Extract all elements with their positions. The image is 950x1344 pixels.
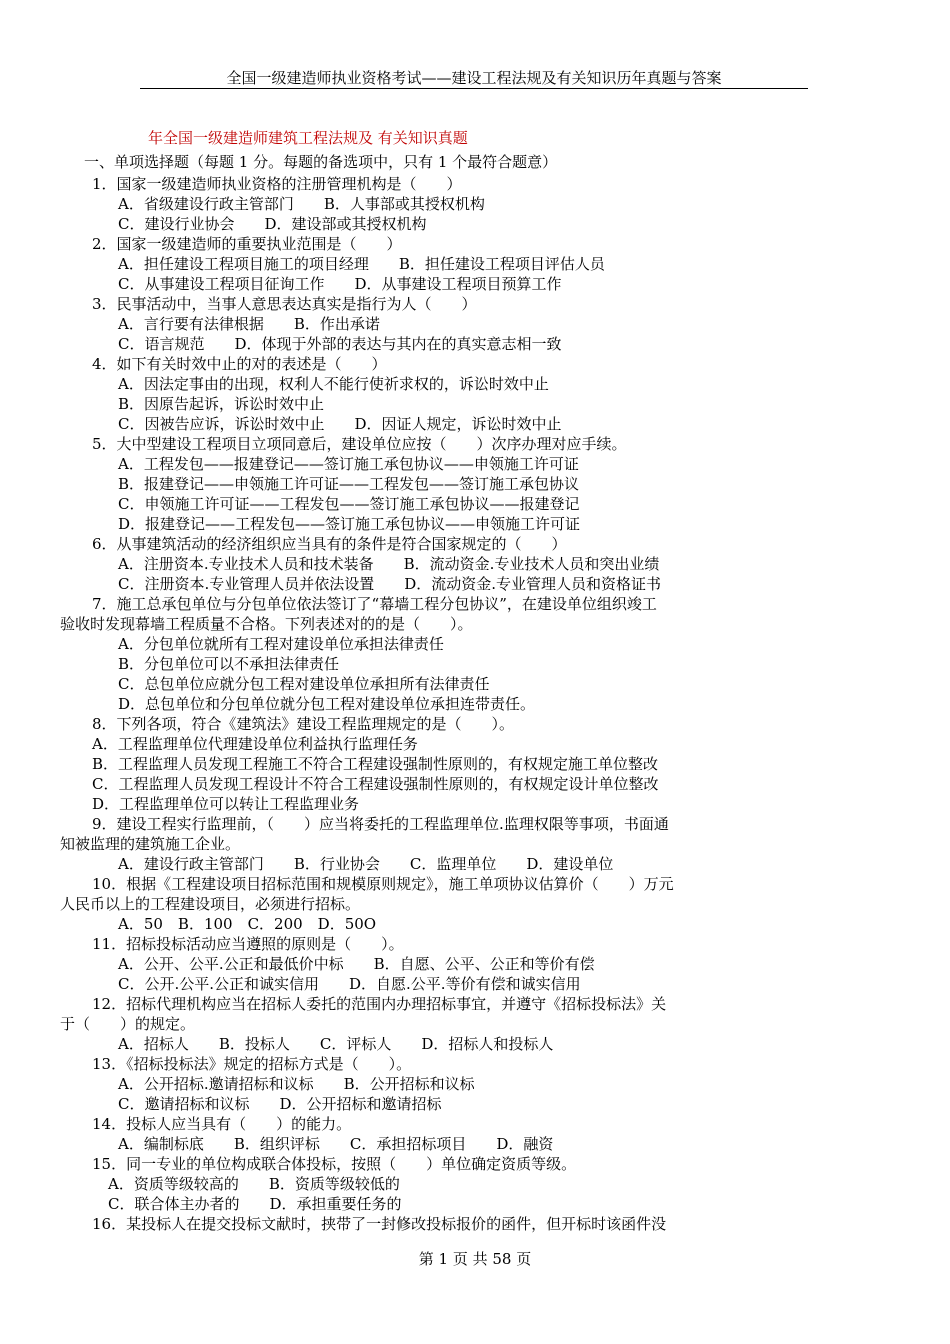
- option-line: A．50 B．100 C．200 D．50O: [118, 915, 377, 933]
- option-line: A．工程发包——报建登记——签订施工承包协议——申领施工许可证: [118, 455, 579, 473]
- option-line: C．联合体主办者的 D．承担重要任务的: [108, 1195, 402, 1213]
- option-line: A．言行要有法律根据 B．作出承诺: [118, 315, 380, 333]
- option-line: A．建设行政主管部门 B．行业协会 C．监理单位 D．建设单位: [118, 855, 614, 873]
- question-line: 5．大中型建设工程项目立项同意后，建设单位应按（ ）次序办理对应手续。: [92, 435, 627, 453]
- option-line: B．报建登记——申领施工许可证——工程发包——签订施工承包协议: [118, 475, 580, 493]
- document-title: 年全国一级建造师建筑工程法规及 有关知识真题: [148, 129, 468, 147]
- page-header: 全国一级建造师执业资格考试——建设工程法规及有关知识历年真题与答案: [226, 69, 722, 87]
- option-line: B．分包单位可以不承担法律责任: [118, 655, 340, 673]
- question-line: 4．如下有关时效中止的对的表述是（ ）: [92, 355, 387, 373]
- option-line: A．公开、公平.公正和最低价中标 B．自愿、公平、公正和等价有偿: [118, 955, 595, 973]
- question-line: 9．建设工程实行监理前，（ ）应当将委托的工程监理单位.监理权限等事项，书面通: [92, 815, 669, 833]
- question-line: 8．下列各项，符合《建筑法》建设工程监理规定的是（ ）。: [92, 715, 515, 733]
- option-line: B．工程监理人员发现工程施工不符合工程建设强制性原则的，有权规定施工单位整改: [92, 755, 659, 773]
- question-line: 验收时发现幕墙工程质量不合格。下列表述对的的是（ ）。: [60, 615, 473, 633]
- option-line: C．因被告应诉，诉讼时效中止 D．因证人规定，诉讼时效中止: [118, 415, 562, 433]
- question-line: 16．某投标人在提交投标文献时，挟带了一封修改投标报价的函件，但开标时该函件没: [92, 1215, 667, 1233]
- page-footer: 第 1 页 共 58 页: [418, 1250, 532, 1268]
- question-line: 2．国家一级建造师的重要执业范围是（ ）: [92, 235, 402, 253]
- question-line: 14．投标人应当具有（ ）的能力。: [92, 1115, 352, 1133]
- option-line: C．从事建设工程项目征询工作 D．从事建设工程项目预算工作: [118, 275, 562, 293]
- option-line: D．工程监理单位可以转让工程监理业务: [92, 795, 360, 813]
- option-line: A．因法定事由的出现，权利人不能行使祈求权的，诉讼时效中止: [118, 375, 549, 393]
- option-line: C．申领施工许可证——工程发包——签订施工承包协议——报建登记: [118, 495, 580, 513]
- question-line: 13．《招标投标法》规定的招标方式是（ ）。: [92, 1055, 412, 1073]
- question-line: 人民币以上的工程建设项目，必须进行招标。: [60, 895, 361, 913]
- question-line: 15．同一专业的单位构成联合体投标，按照（ ）单位确定资质等级。: [92, 1155, 577, 1173]
- option-line: C．邀请招标和议标 D．公开招标和邀请招标: [118, 1095, 442, 1113]
- option-line: B．因原告起诉，诉讼时效中止: [118, 395, 325, 413]
- option-line: C．语言规范 D．体现于外部的表达与其内在的真实意志相一致: [118, 335, 562, 353]
- option-line: A．资质等级较高的 B．资质等级较低的: [108, 1175, 400, 1193]
- question-line: 知被监理的建筑施工企业。: [60, 835, 241, 853]
- question-line: 11．招标投标活动应当遵照的原则是（ ）。: [92, 935, 404, 953]
- option-line: A．工程监理单位代理建设单位利益执行监理任务: [92, 735, 418, 753]
- option-line: C．建设行业协会 D．建设部或其授权机构: [118, 215, 427, 233]
- question-line: 12．招标代理机构应当在招标人委托的范围内办理招标事宜，并遵守《招标投标法》关: [92, 995, 667, 1013]
- question-line: 1．国家一级建造师执业资格的注册管理机构是（ ）: [92, 175, 462, 193]
- option-line: C．工程监理人员发现工程设计不符合工程建设强制性原则的，有权规定设计单位整改: [92, 775, 659, 793]
- option-line: C．总包单位应就分包工程对建设单位承担所有法律责任: [118, 675, 490, 693]
- option-line: A．分包单位就所有工程对建设单位承担法律责任: [118, 635, 444, 653]
- option-line: D．总包单位和分包单位就分包工程对建设单位承担连带责任。: [118, 695, 536, 713]
- option-line: C．注册资本.专业管理人员并依法设置 D．流动资金.专业管理人员和资格证书: [118, 575, 662, 593]
- option-line: A．公开招标.邀请招标和议标 B．公开招标和议标: [118, 1075, 475, 1093]
- option-line: C．公开.公平.公正和诚实信用 D．自愿.公平.等价有偿和诚实信用: [118, 975, 581, 993]
- question-line: 6．从事建筑活动的经济组织应当具有的条件是符合国家规定的（ ）: [92, 535, 567, 553]
- option-line: A．招标人 B．投标人 C．评标人 D．招标人和投标人: [118, 1035, 554, 1053]
- question-line: 于（ ）的规定。: [60, 1015, 196, 1033]
- section-heading: 一、单项选择题（每题 1 分。每题的备选项中，只有 1 个最符合题意）: [84, 153, 558, 171]
- option-line: A．省级建设行政主管部门 B．人事部或其授权机构: [118, 195, 485, 213]
- option-line: D．报建登记——工程发包——签订施工承包协议——申领施工许可证: [118, 515, 581, 533]
- question-line: 7．施工总承包单位与分包单位依法签订了“幕墙工程分包协议”，在建设单位组织竣工: [92, 595, 657, 613]
- option-line: A．注册资本.专业技术人员和技术装备 B．流动资金.专业技术人员和突出业绩: [118, 555, 660, 573]
- question-line: 3．民事活动中，当事人意思表达真实是指行为人（ ）: [92, 295, 477, 313]
- question-line: 10．根据《工程建设项目招标范围和规模原则规定》，施工单项协议估算价（ ）万元: [92, 875, 674, 893]
- option-line: A．担任建设工程项目施工的项目经理 B．担任建设工程项目评估人员: [118, 255, 605, 273]
- header-rule: [140, 88, 808, 89]
- option-line: A．编制标底 B．组织评标 C．承担招标项目 D．融资: [118, 1135, 554, 1153]
